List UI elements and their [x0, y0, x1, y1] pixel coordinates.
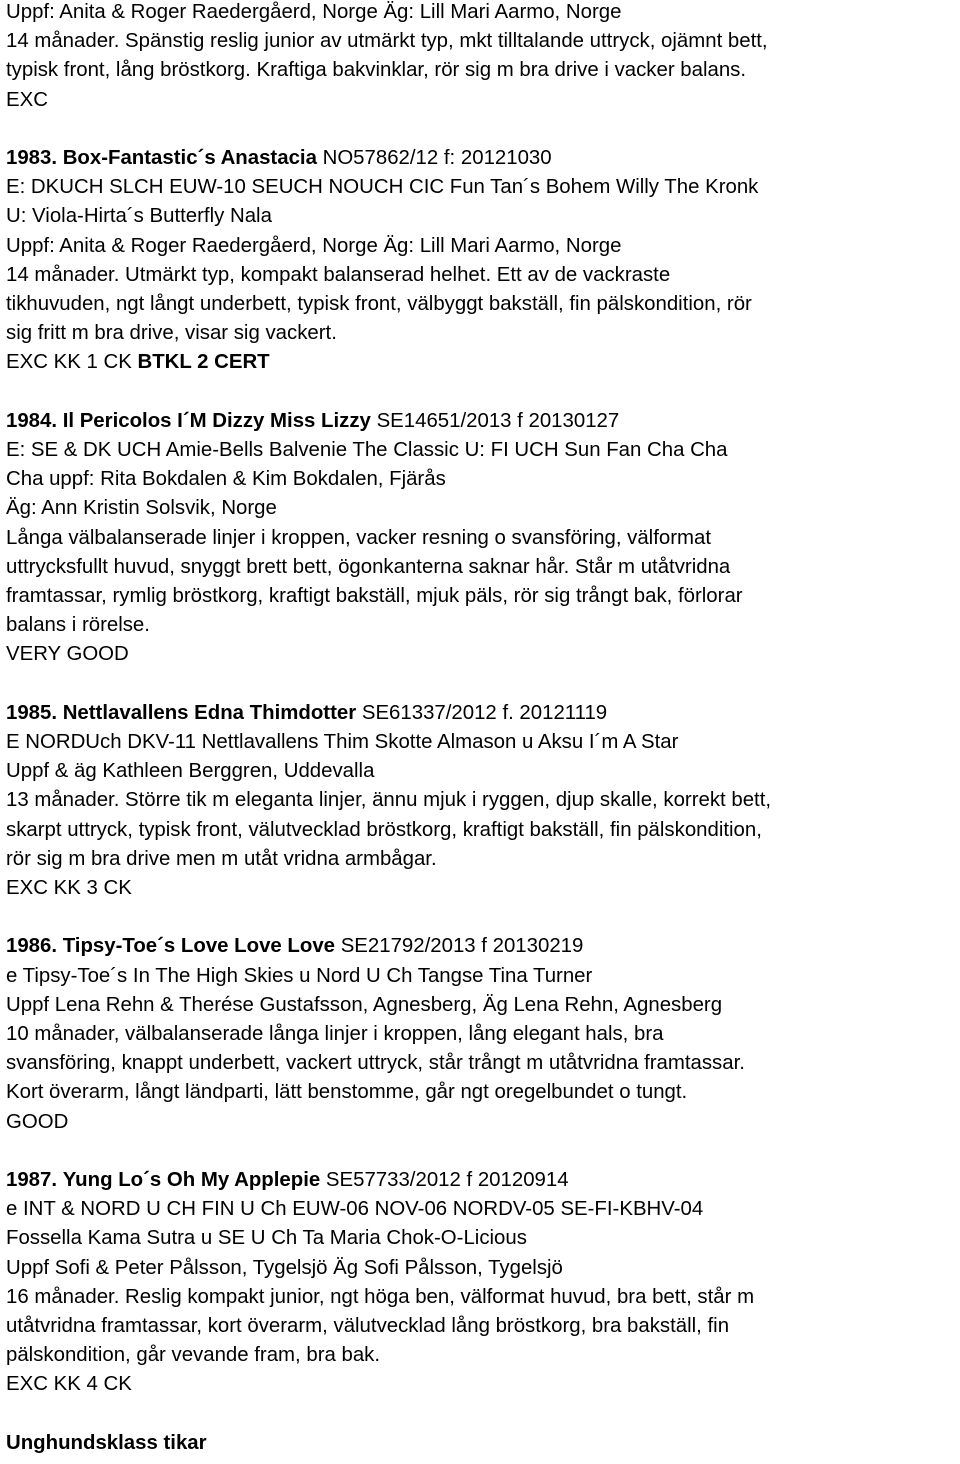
- text-line: 14 månader. Utmärkt typ, kompakt balanserad helhet. Ett av de vackraste: [6, 263, 671, 286]
- entry-heading: [6, 144, 960, 173]
- result: EXC KK 3 CK: [6, 877, 132, 900]
- text-line: 10 månader, välbalanserade långa linjer i kroppen, lång elegant hals, bra: [6, 1023, 664, 1046]
- dog-entry: [6, 144, 960, 378]
- dog-name: Yung Lo´s Oh My Applepie: [62, 1169, 321, 1192]
- entry-number: 1984.: [6, 409, 58, 432]
- text-line: svansföring, knappt underbett, vackert uttryck, står trångt m utåtvridna framtassar.: [6, 1052, 745, 1075]
- registration: SE61337/2012 f. 20121119: [361, 701, 608, 724]
- text-line: E: DKUCH SLCH EUW-10 SEUCH NOUCH CIC Fun Tan´s Bohem Willy The Kronk: [6, 176, 759, 199]
- result-line: [6, 1108, 960, 1137]
- result-line: [6, 874, 960, 903]
- text-line: Uppf: Anita & Roger Raedergåerd, Norge Äg: Lill Mari Aarmo, Norge: [6, 234, 622, 257]
- spacer: [6, 378, 960, 407]
- dog-entry: [6, 1166, 960, 1400]
- text-line: sig fritt m bra drive, visar sig vackert.: [6, 322, 337, 345]
- entry-number: 1983.: [6, 147, 58, 169]
- dog-name: Box-Fantastic´s Anastacia: [62, 147, 317, 169]
- text-line: framtassar, rymlig bröstkorg, kraftigt bakställ, mjuk päls, rör sig trångt bak, förlorar: [6, 585, 743, 608]
- spacer: [6, 1137, 960, 1166]
- text-line: pälskondition, går vevande fram, bra bak.: [6, 1344, 381, 1367]
- entry-heading: [6, 1166, 960, 1195]
- text-line: EXC: [6, 88, 48, 111]
- registration: SE57733/2012 f 20120914: [325, 1169, 569, 1192]
- text-line: Fossella Kama Sutra u SE U Ch Ta Maria Chok-O-Licious: [6, 1227, 527, 1250]
- intro-block: [6, 0, 960, 115]
- text-line: Uppf: Anita & Roger Raedergåerd, Norge Äg: Lill Mari Aarmo, Norge: [6, 1, 622, 23]
- text-line: 16 månader. Reslig kompakt junior, ngt höga ben, välformat huvud, bra bett, står m: [6, 1285, 755, 1308]
- text-line: utåtvridna framtassar, kort överarm, välutvecklad lång bröstkorg, bra bakställ, fin: [6, 1315, 730, 1338]
- text-line: 13 månader. Större tik m eleganta linjer, ännu mjuk i ryggen, djup skalle, korrekt bett,: [6, 789, 772, 812]
- result: GOOD: [6, 1110, 69, 1133]
- registration: SE21792/2013 f 20130219: [340, 935, 584, 958]
- entry-number: 1985.: [6, 701, 58, 724]
- text-line: U: Viola-Hirta´s Butterfly Nala: [6, 205, 272, 228]
- text-line: Uppf Sofi & Peter Pålsson, Tygelsjö Äg Sofi Pålsson, Tygelsjö: [6, 1256, 563, 1279]
- dog-name: Il Pericolos I´M Dizzy Miss Lizzy: [62, 409, 371, 432]
- result-line: [6, 640, 960, 669]
- text-line: e INT & NORD U CH FIN U Ch EUW-06 NOV-06 NORDV-05 SE-FI-KBHV-04: [6, 1198, 704, 1221]
- dog-entry: [6, 932, 960, 1136]
- entry-heading: [6, 407, 960, 436]
- text-line: Uppf & äg Kathleen Berggren, Uddevalla: [6, 760, 375, 783]
- text-line: e Tipsy-Toe´s In The High Skies u Nord U Ch Tangse Tina Turner: [6, 964, 593, 987]
- class-heading: Unghundsklass tikar: [6, 1431, 207, 1454]
- text-line: balans i rörelse.: [6, 614, 150, 637]
- dog-name: Tipsy-Toe´s Love Love Love: [62, 935, 336, 958]
- dog-name: Nettlavallens Edna Thimdotter: [62, 701, 357, 724]
- entry-number: 1986.: [6, 935, 58, 958]
- entry-heading: [6, 932, 960, 961]
- text-line: 14 månader. Spänstig reslig junior av utmärkt typ, mkt tilltalande uttryck, ojämnt bett,: [6, 30, 768, 53]
- dog-entry: [6, 699, 960, 903]
- text-line: Långa välbalanserade linjer i kroppen, vacker resning o svansföring, välformat: [6, 526, 712, 549]
- text-line: typisk front, lång bröstkorg. Kraftiga bakvinklar, rör sig m bra drive i vacker balans.: [6, 59, 747, 82]
- text-line: Cha uppf: Rita Bokdalen & Kim Bokdalen, Fjärås: [6, 468, 446, 491]
- text-line: E: SE & DK UCH Amie-Bells Balvenie The Classic U: FI UCH Sun Fan Cha Cha: [6, 439, 728, 462]
- text-line: Uppf Lena Rehn & Therése Gustafsson, Agnesberg, Äg Lena Rehn, Agnesberg: [6, 993, 723, 1016]
- result-line: [6, 348, 960, 377]
- spacer: [6, 670, 960, 699]
- text-line: E NORDUch DKV-11 Nettlavallens Thim Skotte Almason u Aksu I´m A Star: [6, 731, 679, 754]
- result-line: [6, 1370, 960, 1399]
- result: EXC KK 1 CK: [6, 351, 132, 374]
- dog-entry: [6, 407, 960, 670]
- registration: NO57862/12 f: 20121030: [322, 147, 552, 169]
- text-line: rör sig m bra drive men m utåt vridna armbågar.: [6, 847, 437, 870]
- result: EXC KK 4 CK: [6, 1373, 132, 1396]
- entry-number: 1987.: [6, 1169, 58, 1192]
- result-award: BTKL 2 CERT: [137, 351, 270, 374]
- text-line: Äg: Ann Kristin Solsvik, Norge: [6, 497, 277, 520]
- text-line: Kort överarm, långt ländparti, lätt benstomme, går ngt oregelbundet o tungt.: [6, 1081, 688, 1104]
- text-line: uttrycksfullt huvud, snyggt brett bett, ögonkanterna saknar hår. Står m utåtvridna: [6, 555, 731, 578]
- text-line: tikhuvuden, ngt långt underbett, typisk front, välbyggt bakställ, fin pälskondition, rör: [6, 293, 752, 316]
- registration: SE14651/2013 f 20130127: [376, 409, 620, 432]
- spacer: [6, 115, 960, 144]
- spacer: [6, 903, 960, 932]
- text-line: skarpt uttryck, typisk front, välutvecklad bröstkorg, kraftigt bakställ, fin pälskondition,: [6, 818, 762, 841]
- entry-heading: [6, 699, 960, 728]
- result: VERY GOOD: [6, 643, 129, 666]
- entries-list: [6, 115, 960, 1400]
